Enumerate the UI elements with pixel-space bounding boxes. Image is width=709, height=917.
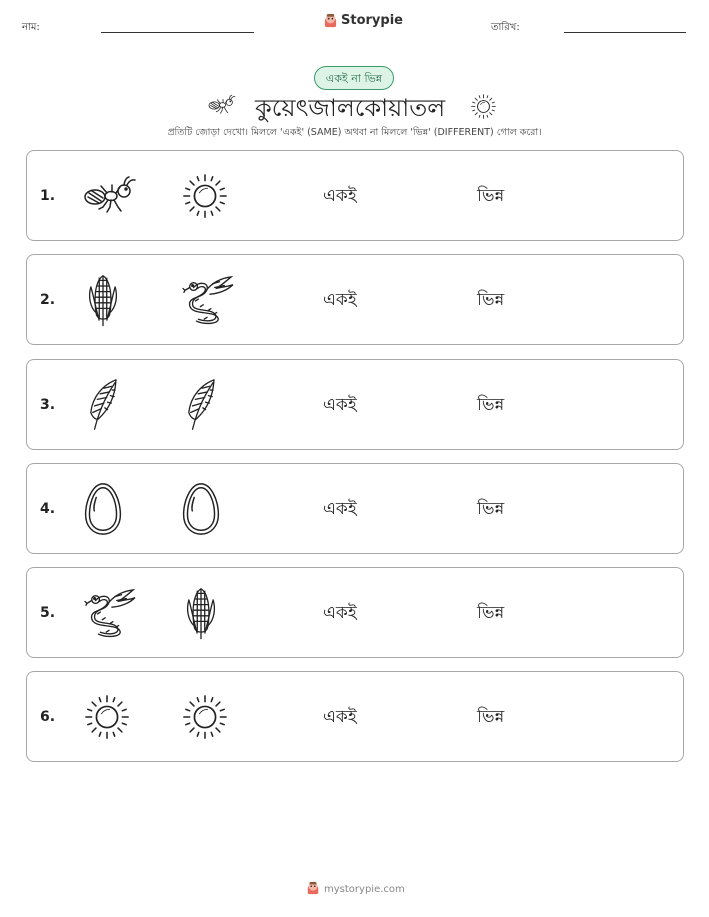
egg-icon — [83, 480, 137, 530]
row-number: 5. — [40, 605, 56, 621]
sun-icon — [181, 172, 235, 222]
exercise-row — [26, 254, 684, 345]
exercise-row — [26, 359, 684, 450]
corn-icon — [181, 585, 235, 635]
exercise-row — [26, 463, 684, 554]
worksheet-type-badge: একই না ভিন্ন — [314, 66, 394, 90]
same-option[interactable]: একই — [323, 707, 357, 727]
name-line[interactable] — [101, 32, 254, 33]
exercise-row — [26, 671, 684, 762]
same-option[interactable]: একই — [323, 499, 357, 519]
footer-website: mystorypie.com — [324, 884, 405, 895]
instructions: প্রতিটি জোড়া দেখো। মিললে 'একই' (SAME) অথবা না মিললে 'ভিন্ন' (DIFFERENT) গোল করো। — [167, 127, 542, 138]
serpent-icon — [181, 275, 235, 325]
feather-icon — [83, 377, 137, 427]
egg-icon — [181, 480, 235, 530]
different-option[interactable]: ভিন্ন — [477, 395, 505, 415]
different-option[interactable]: ভিন্ন — [477, 603, 505, 623]
row-number: 3. — [40, 397, 56, 413]
storypie-logo-icon — [323, 13, 338, 28]
sun-icon — [181, 693, 235, 743]
different-option[interactable]: ভিন্ন — [477, 290, 505, 310]
sun-icon — [470, 93, 497, 124]
exercise-row — [26, 150, 684, 241]
different-option[interactable]: ভিন্ন — [477, 186, 505, 206]
feather-icon — [181, 377, 235, 427]
exercise-row — [26, 567, 684, 658]
ant-icon — [208, 94, 236, 120]
footer — [306, 880, 405, 899]
title-row — [0, 90, 709, 124]
same-option[interactable]: একই — [323, 603, 357, 623]
row-number: 2. — [40, 292, 56, 308]
same-option[interactable]: একই — [323, 395, 357, 415]
brand-name: Storypie — [341, 13, 403, 28]
name-label: নাম: — [22, 22, 40, 33]
different-option[interactable]: ভিন্ন — [477, 499, 505, 519]
page-title: কুয়েৎজালকোয়াতল — [255, 94, 446, 122]
corn-icon — [83, 272, 137, 322]
brand-logo — [323, 13, 403, 28]
row-number: 1. — [40, 188, 56, 204]
storypie-logo-icon — [306, 880, 320, 899]
same-option[interactable]: একই — [323, 290, 357, 310]
different-option[interactable]: ভিন্ন — [477, 707, 505, 727]
date-line[interactable] — [564, 32, 686, 33]
sun-icon — [83, 693, 137, 743]
ant-icon — [83, 176, 137, 226]
row-number: 6. — [40, 709, 56, 725]
row-number: 4. — [40, 501, 56, 517]
date-label: তারিখ: — [491, 22, 520, 33]
same-option[interactable]: একই — [323, 186, 357, 206]
serpent-icon — [83, 588, 137, 638]
